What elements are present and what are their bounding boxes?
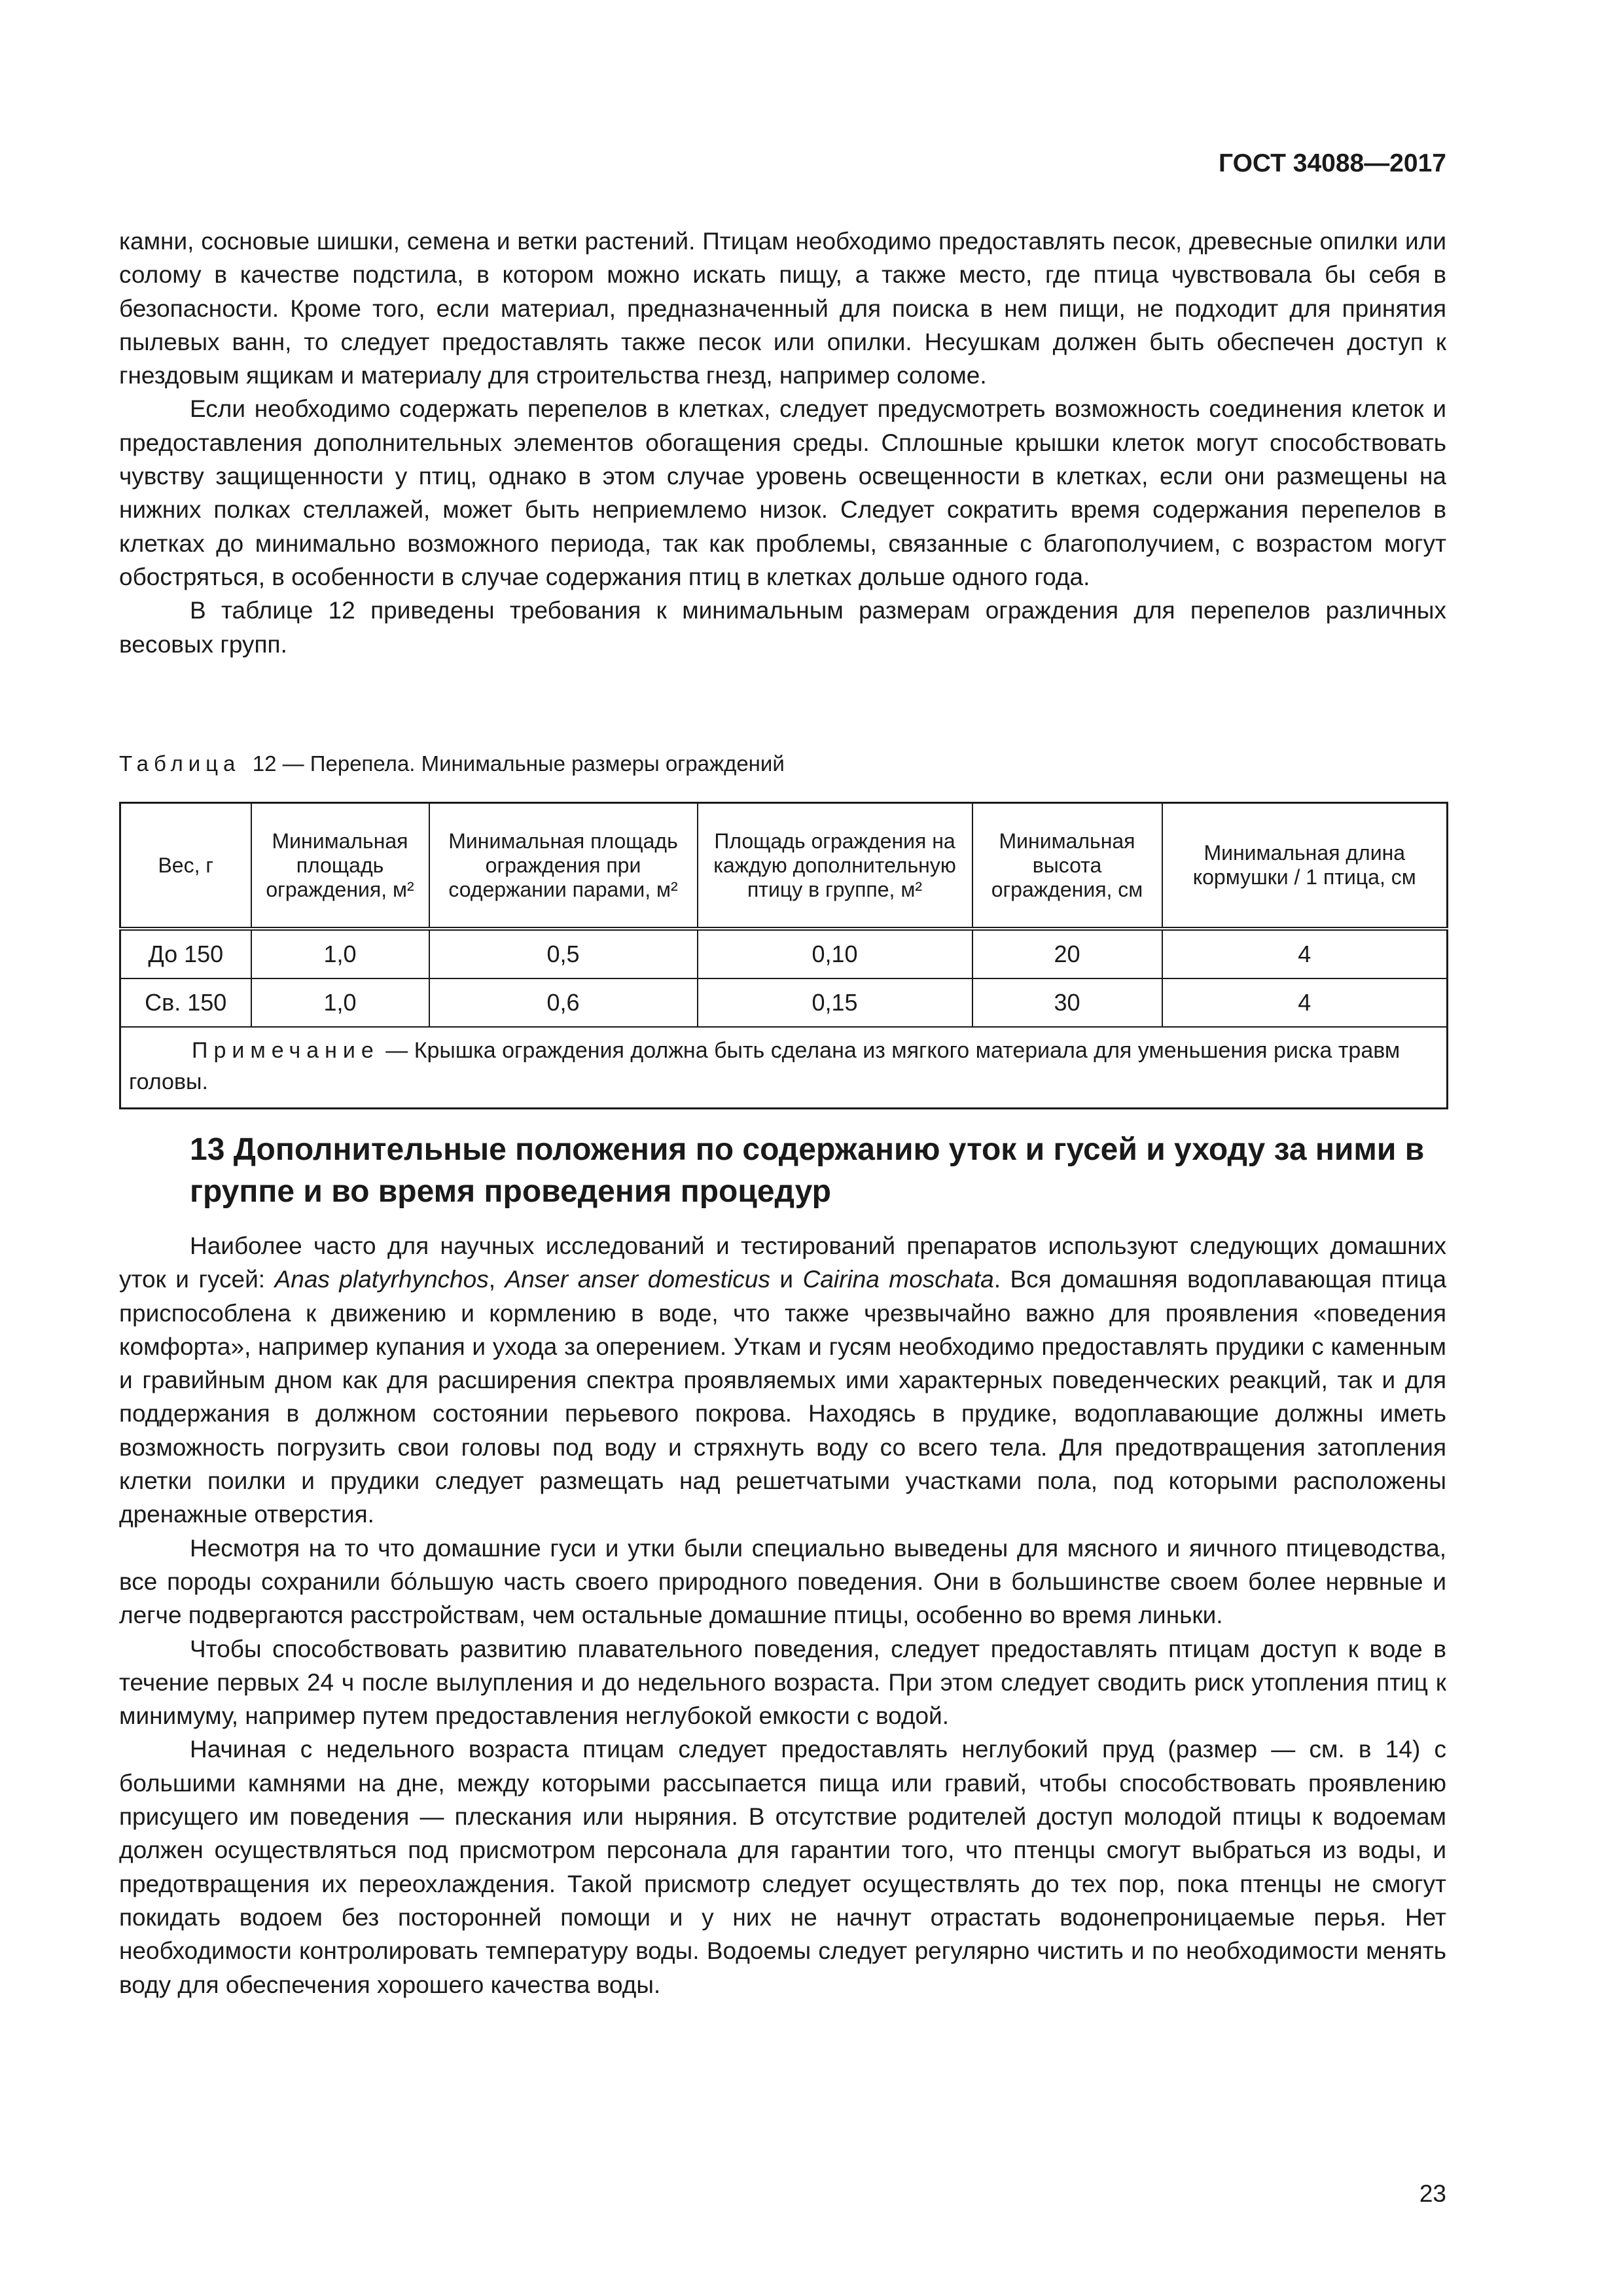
table-cell: 0,5 [429, 929, 698, 978]
table-cell: 1,0 [251, 978, 429, 1027]
table-note [120, 1027, 1448, 1109]
section-heading: 13 Дополнительные положения по содержанию уток и гусей и уходу за ними в группе и во время проведения процедур [190, 1132, 1425, 1209]
paragraph: Если необходимо содержать перепелов в клетках, следует предусмотреть возможность соединения клеток и предоставления дополнительных элементов обогащения среды. Сплошные крышки клеток могут способствовать чувству защищенности у птиц, однако в этом случае уровень освещенности в клетках, если они размещены на нижних полках стеллажей, может быть неприемлемо низок. Следует сократить время содержания перепелов в клетках до минимально возможного периода, так как проблемы, связанные с благополучием, с возрастом могут обостряться, в особенности в случае содержания птиц в клетках дольше одного года. [119, 395, 1446, 590]
table-cell: 30 [972, 978, 1162, 1027]
table-cell: 0,15 [698, 978, 972, 1027]
table-caption-text: 12 — Перепела. Минимальные размеры ограждений [252, 751, 785, 776]
header-cell: Минимальная площадь ограждения, м² [251, 803, 429, 929]
paragraph-text: . Вся домашняя водоплавающая птица приспособлена к движению и кормлению в воде, что также чрезвычайно важно для проявления «поведения комфорта», например купания и ухода за оперением. Уткам и гусям необходимо предоставлять прудики с каменным и гравийным дном как для расширения спектра проявляемых ими характерных поведенческих реакций, так и для поддержания в должном состоянии перьевого покрова. Находясь в прудике, водоплавающие должны иметь возможность погрузить свои головы под воду и стряхнуть воду со всего тела. Для предотвращения затопления клетки поилки и прудики следует размещать над решетчатыми участками пола, под которыми расположены дренажные отверстия. [119, 1266, 1447, 1528]
page-number: 23 [1419, 2180, 1446, 2207]
paragraph: камни, сосновые шишки, семена и ветки растений. Птицам необходимо предоставлять песок, древесные опилки или солому в качестве подстила, в котором можно искать пищу, а также место, где птица чувствовала бы себя в безопасности. Кроме того, если материал, предназначенный для поиска в нем пищи, не подходит для принятия пылевых ванн, то следует предоставлять также песок или опилки. Несушкам должен быть обеспечен доступ к гнездовым ящикам и материалу для строительства гнезд, например соломе. [119, 228, 1446, 389]
table-cell: До 150 [120, 929, 251, 978]
table-row [120, 929, 1448, 978]
enclosure-size-table [119, 802, 1448, 1109]
table-row [120, 978, 1448, 1027]
header-cell: Минимальная площадь ограждения при содержании парами, м² [429, 803, 698, 929]
table-cell: Св. 150 [120, 978, 251, 1027]
document-header: ГОСТ 34088—2017 [1219, 149, 1446, 177]
paragraph-text: , [488, 1266, 505, 1293]
table-cell: 20 [972, 929, 1162, 978]
table-caption [119, 751, 785, 776]
paragraph-text: и [770, 1266, 803, 1293]
table-cell: 4 [1162, 929, 1448, 978]
header-cell: Вес, г [120, 803, 251, 929]
paragraph: Начиная с недельного возраста птицам следует предоставлять неглубокий пруд (размер — см. в 14) с большими камнями на дне, между которыми рассыпается пища или гравий, чтобы способствовать проявлению присущего им поведения — плескания или ныряния. В отсутствие родителей доступ молодой птицы к водоемам должен осуществляться под присмотром персонала для гарантии того, что птенцы смогут выбраться из воды, и предотвращения их переохлаждения. Такой присмотр следует осуществлять до тех пор, пока птенцы не смогут покидать водоем без посторонней помощи и у них не начнут отрастать водонепроницаемые перья. Нет необходимости контролировать температуру воды. Водоемы следует регулярно чистить и по необходимости менять воду для обеспечения хорошего качества воды. [119, 1736, 1446, 1998]
table-header-row [120, 803, 1448, 929]
paragraph: В таблице 12 приведены требования к минимальным размерам ограждения для перепелов различных весовых групп. [119, 597, 1446, 658]
table-cell: 0,6 [429, 978, 698, 1027]
table-cell: 1,0 [251, 929, 429, 978]
paragraph [119, 1229, 1446, 1532]
header-cell: Минимальная высота ограждения, см [972, 803, 1162, 929]
species-name: Cairina moschata [802, 1266, 994, 1293]
species-name: Anser anser domesticus [505, 1266, 770, 1293]
table-cell: 0,10 [698, 929, 972, 978]
paragraph: Несмотря на то что домашние гуси и утки были специально выведены для мясного и яичного птицеводства, все породы сохранили бо́льшую часть своего природного поведения. Они в большинстве своем более нервные и легче подвергаются расстройствам, чем остальные домашние птицы, особенно во время линьки. [119, 1534, 1446, 1629]
table-cell: 4 [1162, 978, 1448, 1027]
species-name: Anas platyrhynchos [274, 1266, 489, 1293]
header-cell: Минимальная длина кормушки / 1 птица, см [1162, 803, 1448, 929]
section-text [119, 1229, 1446, 2001]
paragraph-text: Наиболее часто для научных исследований и тестирований препаратов используют следующих домашних уток и гусей: [119, 1232, 1446, 1293]
table-note-text: — Крышка ограждения должна быть сделана из мягкого материала для уменьшения риска травм головы. [129, 1038, 1400, 1094]
table-note-label: Примечание [192, 1038, 380, 1063]
table-note-row [120, 1027, 1448, 1109]
paragraph: Чтобы способствовать развитию плавательного поведения, следует предоставлять птицам доступ к воде в течение первых 24 ч после вылупления и до недельного возраста. При этом следует сводить риск утопления птиц к минимуму, например путем предоставления неглубокой емкости с водой. [119, 1635, 1446, 1730]
table-caption-label: Таблица [119, 751, 241, 776]
header-cell: Площадь ограждения на каждую дополнительную птицу в группе, м² [698, 803, 972, 929]
intro-text [119, 224, 1446, 661]
